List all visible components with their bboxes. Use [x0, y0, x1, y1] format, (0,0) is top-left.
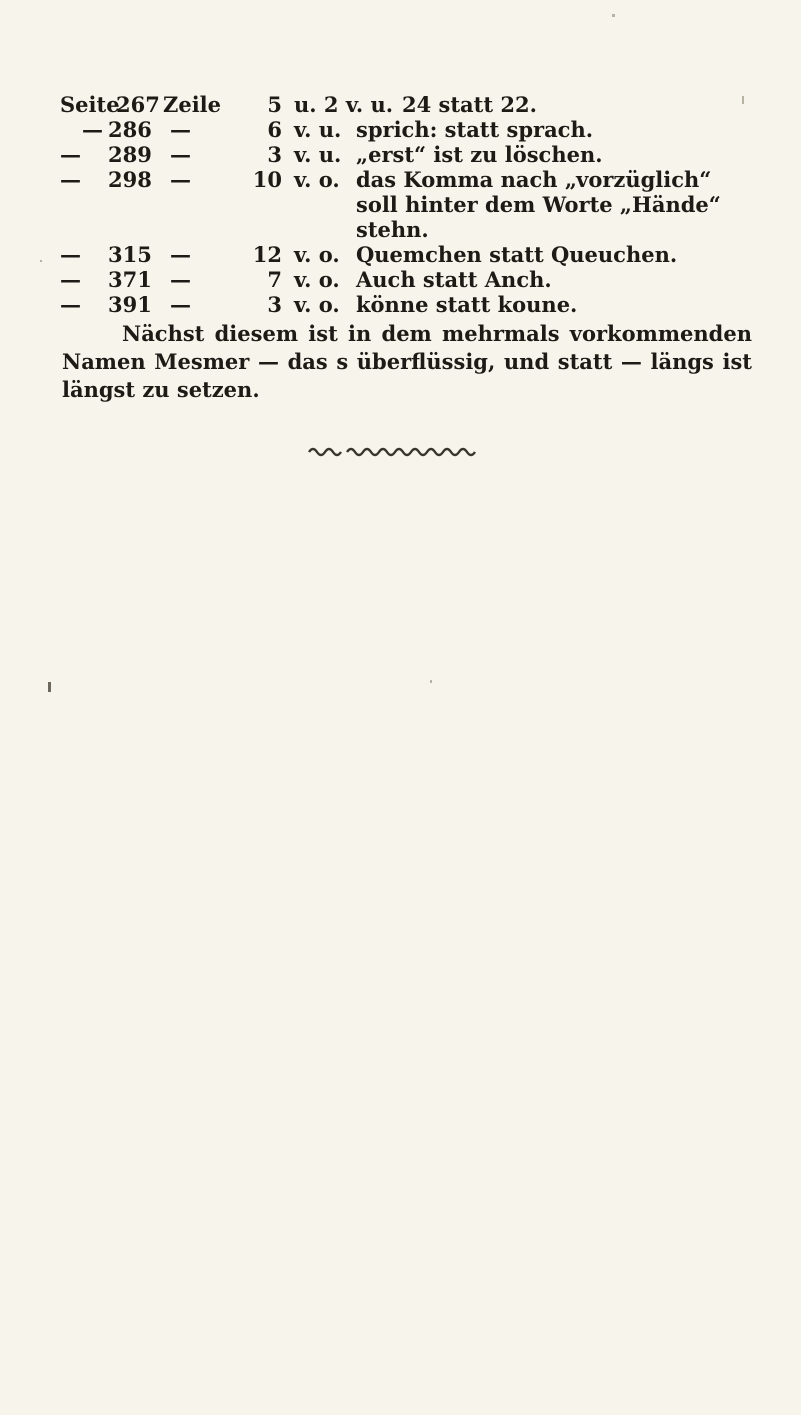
line-number: 5: [267, 92, 282, 117]
line-direction: v. o.: [294, 267, 340, 292]
ditto-dash: —: [82, 117, 103, 142]
correction-text: Auch statt Anch.: [356, 267, 552, 292]
ditto-dash: —: [170, 142, 191, 167]
line-direction: v. o.: [294, 292, 340, 317]
page-number: 267: [116, 92, 160, 117]
line-direction: u. 2 v. u.: [294, 92, 394, 117]
errata-row: [60, 292, 780, 317]
ditto-dash: —: [60, 292, 81, 317]
correction-text: 24 statt 22.: [402, 92, 537, 117]
wavy-rule-ornament: [307, 446, 487, 458]
line-number: 6: [267, 117, 282, 142]
correction-continuation: soll hinter dem Worte „Hände“: [356, 192, 721, 217]
line-number: 10: [252, 167, 282, 192]
paper-speck: [430, 680, 432, 683]
page-number: 289: [108, 142, 152, 167]
correction-text: „erst“ ist zu löschen.: [356, 142, 603, 167]
wave-stroke: [309, 449, 475, 455]
note-paragraph: Nächst diesem ist in dem mehrmals vorkommenden Namen Mesmer — das s überflüssig, und statt — längs ist längst zu setzen.: [62, 321, 752, 402]
correction-text: sprich: statt sprach.: [356, 117, 594, 142]
ditto-dash: —: [170, 117, 191, 142]
paper-speck: [742, 96, 744, 104]
paper-speck: [612, 14, 615, 17]
errata-list: [60, 92, 780, 317]
errata-row: [60, 242, 780, 267]
errata-note: [62, 320, 752, 404]
ditto-dash: —: [170, 167, 191, 192]
page-number: 298: [108, 167, 152, 192]
page-number: 286: [108, 117, 152, 142]
line-number: 7: [267, 267, 282, 292]
ditto-dash: —: [170, 267, 191, 292]
page-number: 391: [108, 292, 152, 317]
errata-row-first: [60, 92, 780, 117]
correction-text: das Komma nach „vorzüglich“: [356, 167, 712, 192]
page-number: 371: [108, 267, 152, 292]
line-number: 3: [267, 292, 282, 317]
errata-row: [60, 117, 780, 142]
paper-speck: [48, 682, 51, 692]
errata-row: [60, 267, 780, 292]
line-direction: v. o.: [294, 167, 340, 192]
errata-row: [60, 167, 780, 192]
line-number: 12: [252, 242, 282, 267]
ditto-dash: —: [60, 142, 81, 167]
errata-row: [60, 142, 780, 167]
zeile-label: Zeile: [163, 92, 222, 117]
line-number: 3: [267, 142, 282, 167]
ditto-dash: —: [60, 242, 81, 267]
ditto-dash: —: [60, 167, 81, 192]
line-direction: v. u.: [294, 142, 342, 167]
ditto-dash: —: [170, 292, 191, 317]
line-direction: v. u.: [294, 117, 342, 142]
line-direction: v. o.: [294, 242, 340, 267]
paper-speck: [40, 260, 42, 262]
correction-text: Quemchen statt Queuchen.: [356, 242, 678, 267]
seite-label: Seite: [60, 92, 120, 117]
correction-text: könne statt koune.: [356, 292, 578, 317]
correction-continuation: stehn.: [356, 217, 429, 242]
page-number: 315: [108, 242, 152, 267]
ditto-dash: —: [60, 267, 81, 292]
ditto-dash: —: [170, 242, 191, 267]
